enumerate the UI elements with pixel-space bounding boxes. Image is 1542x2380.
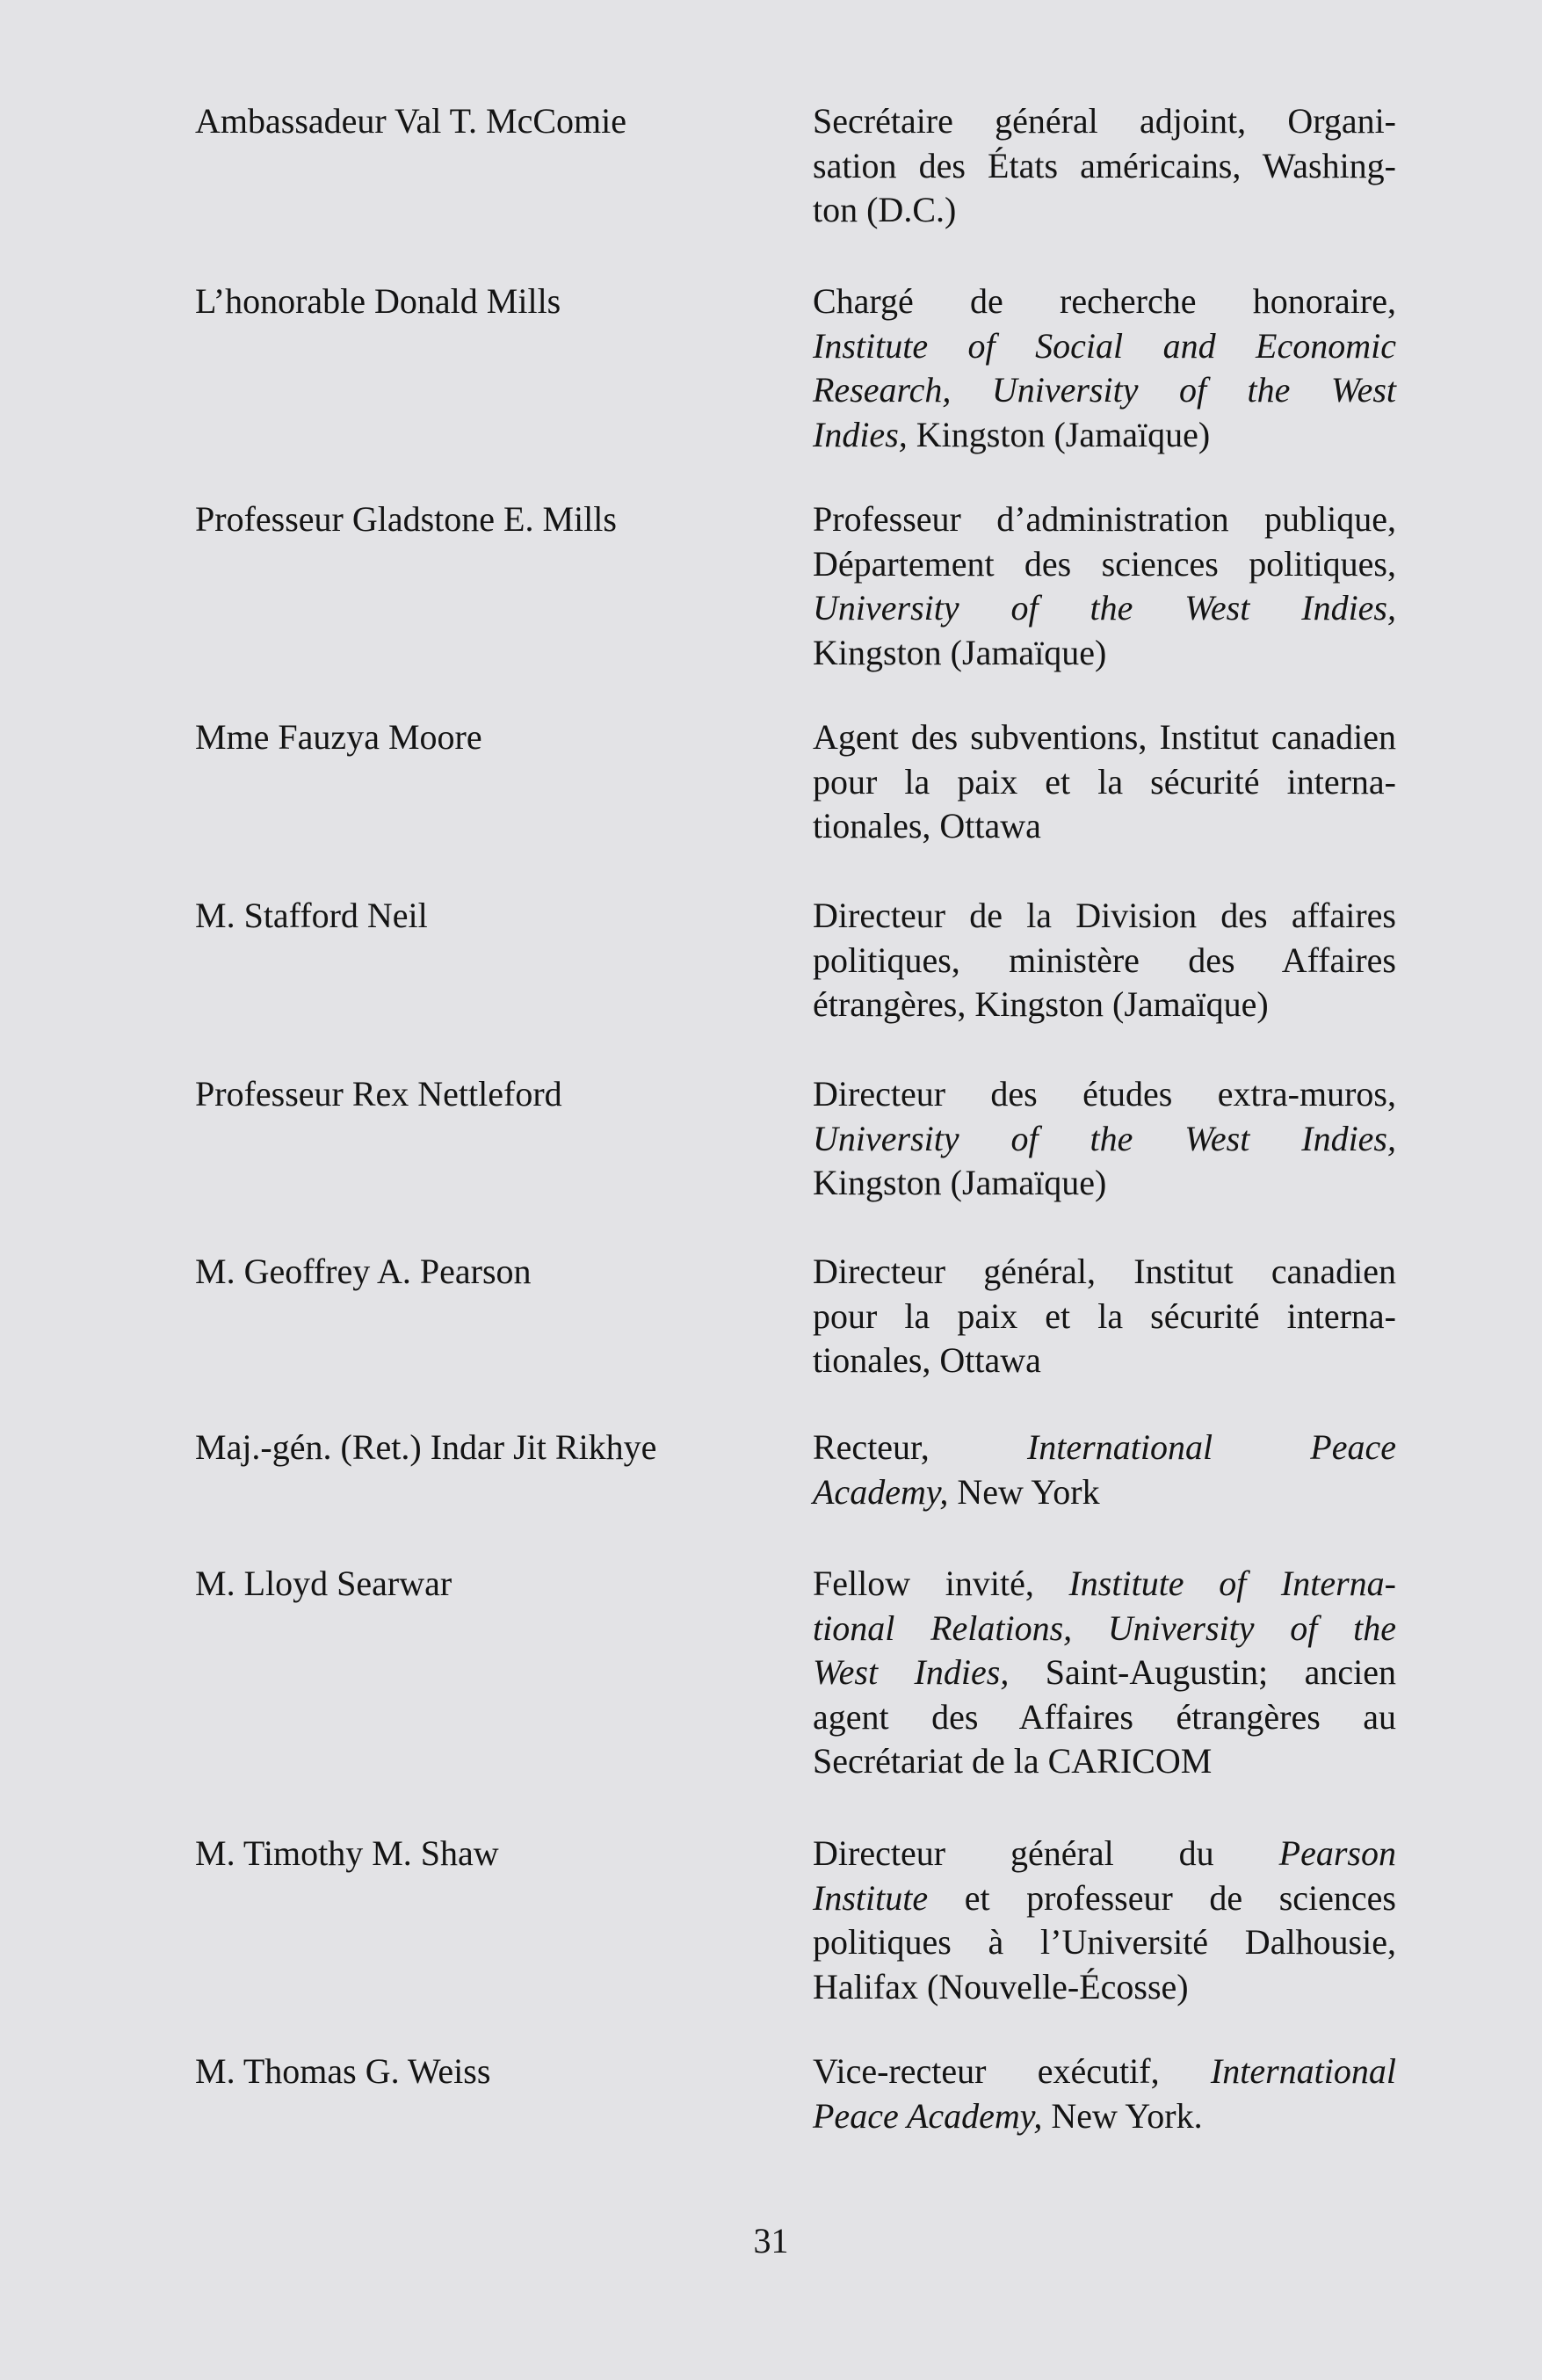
description-line (813, 1695, 1396, 1740)
text-segment: Secrétaire général adjoint, Organi- (813, 101, 1396, 141)
participant-description (813, 1426, 1396, 1514)
italic-text: Research, University of the West (813, 370, 1396, 410)
participant-name: Professeur Rex Nettleford (195, 1074, 562, 1114)
description-line (813, 1651, 1396, 1695)
text-segment: pour la paix et la sécurité interna- (813, 1295, 1396, 1336)
italic-text: International (1210, 2051, 1396, 2091)
text-segment: politiques à l’Université Dalhousie, (813, 1922, 1396, 1962)
description-line (813, 586, 1396, 631)
text-segment: Directeur de la Division des affaires (813, 896, 1396, 935)
participant-description (813, 894, 1396, 1027)
participant-description (813, 497, 1396, 675)
description-line (813, 1250, 1396, 1295)
participant-name: Professeur Gladstone E. Mills (195, 499, 617, 539)
description-line (813, 1117, 1396, 1162)
description-line (813, 894, 1396, 939)
text-segment: Secrétariat de la CARICOM (813, 1741, 1213, 1781)
description-line (813, 99, 1396, 144)
description-line (813, 1161, 1396, 1206)
description-line (813, 188, 1396, 233)
text-segment: ton (D.C.) (813, 190, 957, 229)
text-segment: New York. (1042, 2095, 1203, 2136)
text-segment: Directeur des études extra-muros, (813, 1074, 1396, 1114)
participant-name: M. Thomas G. Weiss (195, 2051, 491, 2091)
text-segment: Agent des subventions, Institut canadien (813, 717, 1396, 757)
description-line (813, 1832, 1396, 1876)
italic-text: Academy, (813, 1471, 949, 1512)
participant-name: Mme Fauzya Moore (195, 717, 482, 757)
description-line (813, 1295, 1396, 1339)
page-number: 31 (753, 2221, 789, 2260)
participant-description (813, 1250, 1396, 1383)
description-line (813, 1876, 1396, 1921)
text-segment: Département des sciences politiques, (813, 543, 1396, 584)
text-segment: sation des États américains, Washing- (813, 145, 1396, 185)
description-line (813, 760, 1396, 805)
description-line (813, 1739, 1396, 1784)
description-line (813, 1339, 1396, 1383)
description-line (813, 144, 1396, 189)
italic-text: International Peace (1026, 1427, 1396, 1467)
text-segment: politiques, ministère des Affaires (813, 940, 1396, 980)
participant-name: Ambassadeur Val T. McComie (195, 101, 627, 141)
description-line (813, 1470, 1396, 1515)
text-segment: Kingston (Jamaïque) (907, 414, 1211, 454)
participant-name: M. Lloyd Searwar (195, 1564, 452, 1603)
description-line (813, 279, 1396, 324)
italic-text: Peace Academy, (813, 2095, 1043, 2136)
text-segment: agent des Affaires étrangères au (813, 1696, 1396, 1737)
description-line (813, 1607, 1396, 1651)
text-segment: Fellow invité, (813, 1564, 1069, 1603)
italic-text: tional Relations, University of the (813, 1607, 1396, 1648)
description-line (813, 324, 1396, 369)
description-line (813, 2050, 1396, 2094)
description-line (813, 368, 1396, 413)
participant-description (813, 1562, 1396, 1784)
description-line (813, 804, 1396, 849)
participant-description (813, 1072, 1396, 1206)
italic-text: Institute of Interna- (1068, 1564, 1396, 1603)
participant-description (813, 715, 1396, 849)
description-line (813, 631, 1396, 676)
text-segment: Halifax (Nouvelle-Écosse) (813, 1966, 1189, 2006)
text-segment: Vice-recteur exécutif, (813, 2051, 1211, 2091)
participant-name: M. Timothy M. Shaw (195, 1833, 499, 1873)
italic-text: West Indies, (813, 1652, 1010, 1692)
text-segment: étrangères, Kingston (Jamaïque) (813, 984, 1269, 1024)
description-line (813, 939, 1396, 983)
participant-description (813, 279, 1396, 457)
text-segment: Directeur général, Institut canadien (813, 1252, 1396, 1291)
italic-text: University of the West Indies, (813, 1118, 1396, 1158)
text-segment: New York (948, 1471, 1100, 1512)
description-line (813, 983, 1396, 1027)
participant-description (813, 2050, 1396, 2138)
text-segment: et professeur de sciences (928, 1877, 1396, 1918)
description-line (813, 2094, 1396, 2139)
text-segment: Directeur général du (813, 1833, 1279, 1873)
text-segment: Saint-Augustin; ancien (1009, 1652, 1397, 1692)
description-line (813, 542, 1396, 587)
text-segment: pour la paix et la sécurité interna- (813, 761, 1396, 802)
italic-text: Institute of Social and Economic (813, 325, 1396, 366)
text-segment: Kingston (Jamaïque) (813, 1163, 1107, 1202)
description-line (813, 413, 1396, 458)
participant-name: Maj.-gén. (Ret.) Indar Jit Rikhye (195, 1427, 657, 1467)
italic-text: Pearson (1278, 1833, 1396, 1873)
text-segment: tionales, Ottawa (813, 1340, 1041, 1380)
italic-text: Indies, (813, 414, 908, 454)
text-segment: tionales, Ottawa (813, 806, 1041, 845)
participant-name: M. Stafford Neil (195, 896, 428, 935)
participant-name: M. Geoffrey A. Pearson (195, 1252, 532, 1291)
description-line (813, 1920, 1396, 1965)
italic-text: Institute (813, 1877, 929, 1918)
text-segment: Kingston (Jamaïque) (813, 632, 1107, 672)
text-segment: Professeur d’administration publique, (813, 499, 1396, 539)
description-line (813, 715, 1396, 760)
description-line (813, 1426, 1396, 1470)
italic-text: University of the West Indies, (813, 588, 1396, 628)
participant-description (813, 1832, 1396, 2009)
participant-description (813, 99, 1396, 233)
participant-name: L’honorable Donald Mills (195, 281, 561, 321)
description-line (813, 1072, 1396, 1117)
text-segment: Chargé de recherche honoraire, (813, 281, 1396, 321)
text-segment: Recteur, (813, 1427, 1027, 1467)
description-line (813, 1562, 1396, 1607)
description-line (813, 497, 1396, 542)
description-line (813, 1965, 1396, 2010)
